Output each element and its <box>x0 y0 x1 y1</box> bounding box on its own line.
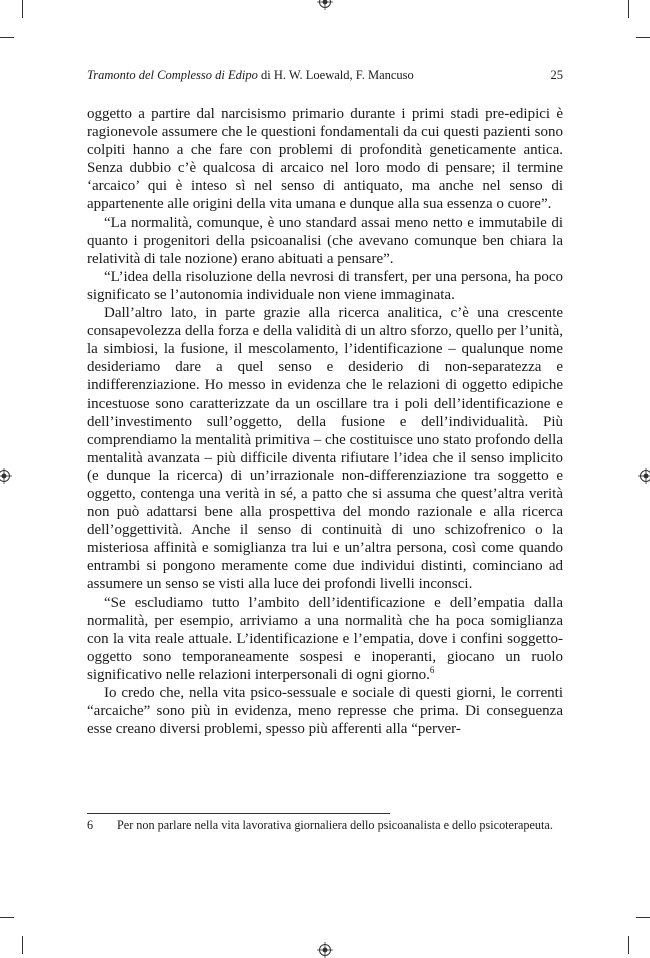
footnote-text: Per non parlare nella vita lavorativa giornaliera dello psicoanalista e dello psicoterapeuta. <box>117 818 563 834</box>
body-text <box>87 105 563 738</box>
footnote <box>87 818 563 834</box>
footnote-number: 6 <box>87 818 93 834</box>
crop-mark-right-bottom <box>636 917 650 918</box>
crop-mark-left-top <box>0 37 14 38</box>
paragraph-5-text: “Se escludiamo tutto l’ambito dell’identificazione e dell’empatia dalla normalità, per esempio, arriviamo a una normalità che ha poca somiglianza con la vita reale attuale. L’identificazione e l’empatia, dove i confini soggetto-oggetto sono temporaneamente sospesi e inoperanti, giocano un ruolo significativo nelle relazioni interpersonali di ogni giorno. <box>87 595 563 683</box>
footnote-separator <box>87 813 390 814</box>
running-title-italic: Tramonto del Complesso di Edipo <box>87 68 258 82</box>
crop-mark-right-top <box>636 37 650 38</box>
running-title <box>87 66 414 84</box>
registration-mark-bottom-icon <box>317 942 333 958</box>
running-title-authors: di H. W. Loewald, F. Mancuso <box>258 68 414 82</box>
paragraph-4: Dall’altro lato, in parte grazie alla ricerca analitica, c’è una crescente consapevolezza della forza e della validità di un altro sforzo, quello per l’unità, la simbiosi, la fusione, il mescolamento, l’identificazione – qualunque nome desideriamo dare a quel senso e desiderio di non-separatezza e indifferenziazione. Ho messo in evidenza che le relazioni di oggetto edipiche incestuose sono caratterizzate da un oscillare tra i poli dell’identificazione e dell’investimento sull’oggetto, della fusione e dell’individualità. Più comprendiamo la mentalità primitiva – che costituisce uno stato profondo della mentalità avanzata – più difficile diventa rifiutare l’idea che il senso implicito (e dunque la ricerca) di un’irrazionale non-differenziazione tra soggetto e oggetto, contenga una verità in sé, a patto che si assuma che quest’altra verità non può adattarsi bene alla prospettiva del mondo razionale e alla ricerca dell’oggettività. Anche il senso di continuità di uno schizofrenico o la misteriosa affinità e somiglianza tra lui e un’altra persona, così come quando entrambi si pongono meramente come due individui distinti, cominciano ad assumere un senso se visti alla luce dei profondi livelli inconsci. <box>87 304 563 594</box>
crop-mark-top-left <box>22 0 23 18</box>
registration-mark-top-icon <box>317 0 333 10</box>
crop-mark-left-bottom <box>0 917 14 918</box>
crop-mark-bottom-right <box>628 936 629 954</box>
paragraph-3: “L’idea della risoluzione della nevrosi di transfert, per una persona, ha poco significato se l’autonomia individuale non viene immaginata. <box>87 268 563 304</box>
crop-mark-top-right <box>628 0 629 18</box>
paragraph-1: oggetto a partire dal narcisismo primario durante i primi stadi pre-edipici è ragionevole assumere che le questioni fondamentali da cui questi pazienti sono colpiti hanno a che fare con problemi di profondità geneticamente antica. Senza dubbio c’è qualcosa di arcaico nel loro modo di pensare; il termine ‘arcaico’ qui è inteso sì nel senso di antiquato, ma anche nel senso di appartenente alle origini della vita umana e dunque alla sua essenza o cuore”. <box>87 105 563 214</box>
paragraph-5 <box>87 594 563 684</box>
registration-mark-right-icon <box>638 468 650 484</box>
paragraph-6: Io credo che, nella vita psico-sessuale e sociale di questi giorni, le correnti “arcaiche” sono più in evidenza, meno represse che prima. Di conseguenza esse creano diversi problemi, spesso più afferenti alla “perver- <box>87 684 563 738</box>
crop-mark-bottom-left <box>22 936 23 954</box>
registration-mark-left-icon <box>0 468 12 484</box>
footnote-reference: 6 <box>430 665 435 675</box>
paragraph-2: “La normalità, comunque, è uno standard assai meno netto e immutabile di quanto i progenitori della psicoanalisi (che avevano comunque ben chiara la relatività di tale nozione) erano abituati a pensare”. <box>87 214 563 268</box>
running-header <box>87 66 563 84</box>
page-number: 25 <box>551 66 564 84</box>
